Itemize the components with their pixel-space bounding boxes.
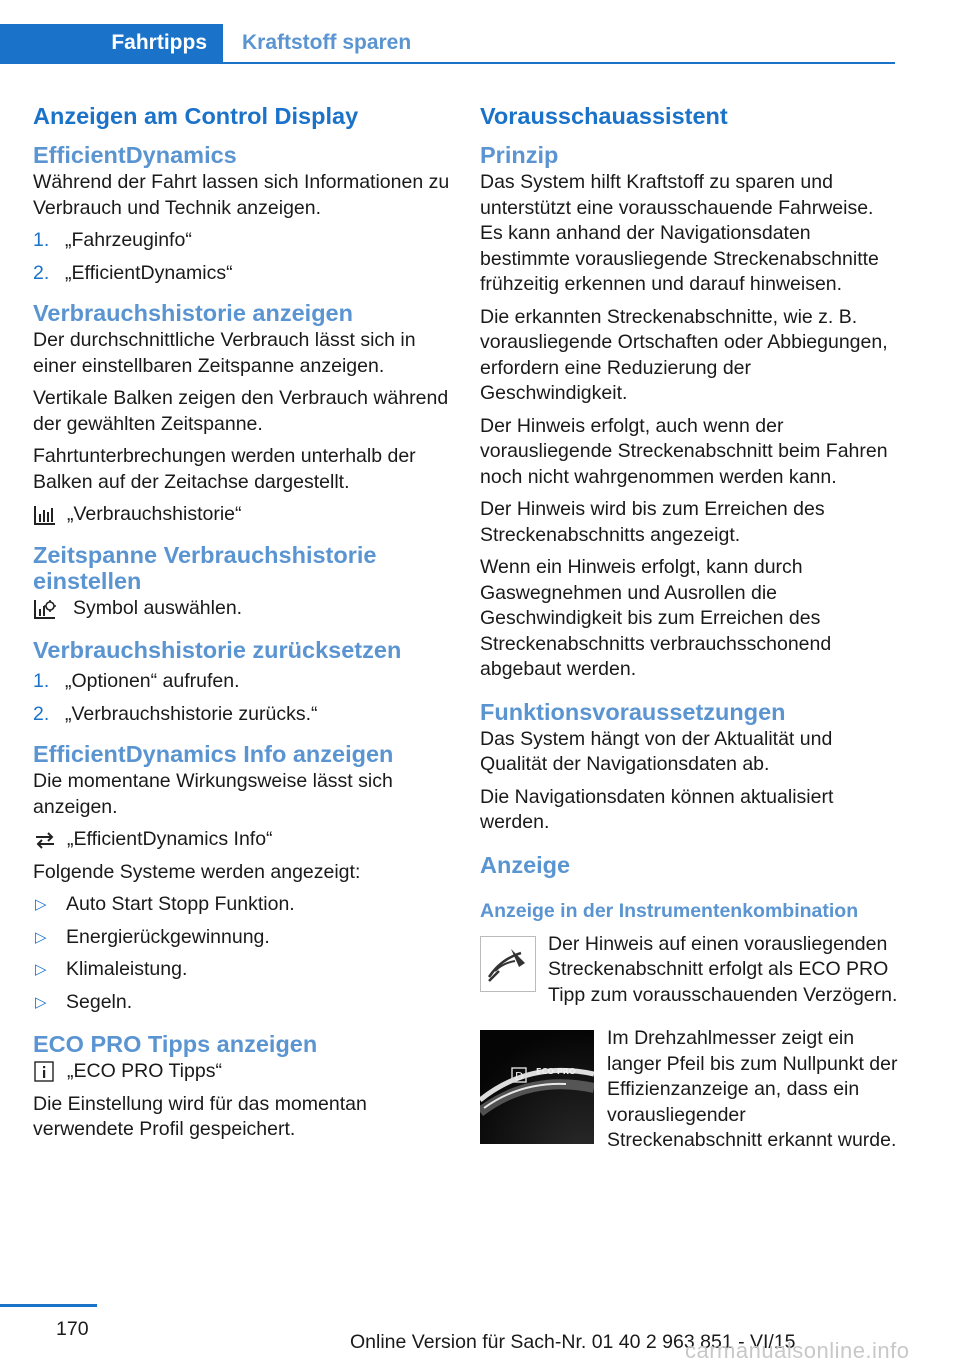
heading-verbrauchshistorie: Verbrauchshistorie anzeigen	[33, 300, 353, 326]
icon-line-eco-pro: „ECO PRO Tipps“	[33, 1059, 451, 1085]
paragraph-ed-info: Die momentane Wirkungsweise lässt sich anzeigen.	[33, 770, 393, 818]
instrument-hint-block	[480, 932, 898, 1009]
tachometer-block	[480, 1026, 898, 1154]
energy-flow-icon	[33, 829, 57, 851]
paragraph-intro: Während der Fahrt lassen sich Informationen zu Verbrauch und Technik anzeigen.	[33, 171, 450, 219]
triangle-bullet-icon: ▷	[35, 896, 47, 913]
bar-chart-settings-icon	[33, 598, 57, 620]
tachometer-photo	[480, 1030, 594, 1144]
left-column	[33, 100, 451, 1150]
header-tabbar	[0, 24, 895, 64]
paragraph-prinzip2: Die erkannten Streckenabschnitte, wie z. B. vorausliegende Ortschaften oder Abbiegungen, erfordern eine Reduzierung der Geschwindigkeit.	[480, 305, 888, 404]
icon-line-verbrauchshistorie: „Verbrauchshistorie“	[33, 502, 451, 528]
list-item: 1. „Fahrzeuginfo“	[33, 229, 192, 251]
info-icon	[33, 1061, 57, 1083]
eco-pro-coasting-icon	[480, 936, 536, 992]
footer-version-text: Online Version für Sach-Nr. 01 40 2 963 851 - VI/15	[350, 1331, 796, 1353]
watermark: carmanualsonline.info	[685, 1338, 910, 1363]
icon-line-ed-info: „EfficientDynamics Info“	[33, 827, 451, 853]
steps-list-2	[33, 669, 451, 727]
paragraph-vh2: Vertikale Balken zeigen den Verbrauch während der gewählten Zeitspanne.	[33, 387, 449, 435]
paragraph-systeme: Folgende Systeme werden angezeigt:	[33, 860, 361, 883]
list-item: ▷ Klimaleistung.	[33, 957, 451, 983]
paragraph-prinzip3: Der Hinweis erfolgt, auch wenn der vorausliegende Streckenabschnitt beim Fahren noch nicht wahrgenommen werden kann.	[480, 414, 888, 488]
list-item: ▷ Auto Start Stopp Funktion.	[33, 892, 451, 918]
eco-pro-label: ECO PRO	[536, 1067, 576, 1076]
page-number: 170	[56, 1318, 89, 1340]
heading-instrument: Anzeige in der Instrumentenkombination	[480, 899, 859, 922]
tab-fahrtipps[interactable]: Fahrtipps	[0, 24, 223, 62]
triangle-bullet-icon: ▷	[35, 993, 47, 1011]
heading-control-display: Anzeigen am Control Display	[33, 103, 359, 129]
heading-anzeige: Anzeige	[480, 851, 571, 878]
heading-funktion: Funktionsvoraussetzungen	[480, 698, 786, 725]
footer-rule	[0, 1304, 97, 1307]
bar-chart-icon	[33, 504, 57, 526]
paragraph-funktion1: Das System hängt von der Aktualität und Qualität der Navigationsdaten ab.	[480, 727, 833, 775]
paragraph-prinzip4: Der Hinweis wird bis zum Erreichen des Streckenabschnitts angezeigt.	[480, 498, 825, 546]
systems-list	[33, 892, 451, 1015]
heading-prinzip: Prinzip	[480, 142, 559, 168]
paragraph-funktion2: Die Navigationsdaten können aktualisiert werden.	[480, 785, 834, 833]
heading-ed-info: EfficientDynamics Info anzeigen	[33, 741, 394, 767]
tab-kraftstoff-sparen[interactable]: Kraftstoff sparen	[242, 31, 412, 54]
paragraph-prinzip1: Das System hilft Kraftstoff zu sparen und unterstützt eine vorausschauende Fahrweise. Es kann anhand der Navigationsdaten bestimmte vorausliegende Streckenabschnitte frühzeitig erkennen und darauf hinweisen.	[480, 171, 879, 295]
paragraph-vh3: Fahrtunterbrechungen werden unterhalb der Balken auf der Zeitachse dargestellt.	[33, 445, 416, 493]
heading-vorausschau: Vorausschauassistent	[480, 103, 728, 129]
paragraph-drehzahl: Im Drehzahlmesser zeigt ein langer Pfeil bis zum Nullpunkt der Effizienzanzeige an, dass ein vorausliegender Streckenabschnitt erkannt wurde.	[607, 1027, 898, 1151]
heading-zeitspanne: Zeitspanne Verbrauchshistorie einstellen	[33, 541, 377, 594]
list-item: 1. „Optionen“ aufrufen.	[33, 670, 240, 692]
triangle-bullet-icon: ▷	[35, 961, 47, 978]
paragraph-prinzip5: Wenn ein Hinweis erfolgt, kann durch Gaswegnehmen und Ausrollen die Geschwindigkeit bis zum Erreichen des Streckenabschnitts verbrauchsschonend abgebaut werden.	[480, 556, 832, 680]
right-column	[480, 100, 898, 1154]
steps-list-1	[33, 228, 451, 286]
list-item: 2. „Verbrauchshistorie zurücks.“	[33, 702, 318, 725]
gear-indicator: D	[515, 1070, 524, 1083]
heading-zuruecksetzen: Verbrauchshistorie zurücksetzen	[33, 637, 402, 663]
list-item: ▷ Energierückgewinnung.	[33, 925, 451, 951]
icon-line-zeitspanne: Symbol auswählen.	[33, 596, 451, 622]
heading-efficientdynamics: EfficientDynamics	[33, 142, 237, 168]
list-item: ▷ Segeln.	[33, 990, 451, 1016]
paragraph-eco: Die Einstellung wird für das momentan verwendete Profil gespeichert.	[33, 1092, 367, 1140]
paragraph-instrument: Der Hinweis auf einen vorausliegenden Streckenabschnitt erfolgt als ECO PRO Tipp zum vorausschauenden Verzögern.	[548, 932, 898, 1006]
list-item: 2. „EfficientDynamics“	[33, 261, 233, 284]
paragraph-vh1: Der durchschnittliche Verbrauch lässt sich in einer einstellbaren Zeitspanne anzeigen.	[33, 329, 416, 377]
triangle-bullet-icon: ▷	[35, 928, 47, 946]
heading-eco-pro: ECO PRO Tipps anzeigen	[33, 1031, 318, 1057]
